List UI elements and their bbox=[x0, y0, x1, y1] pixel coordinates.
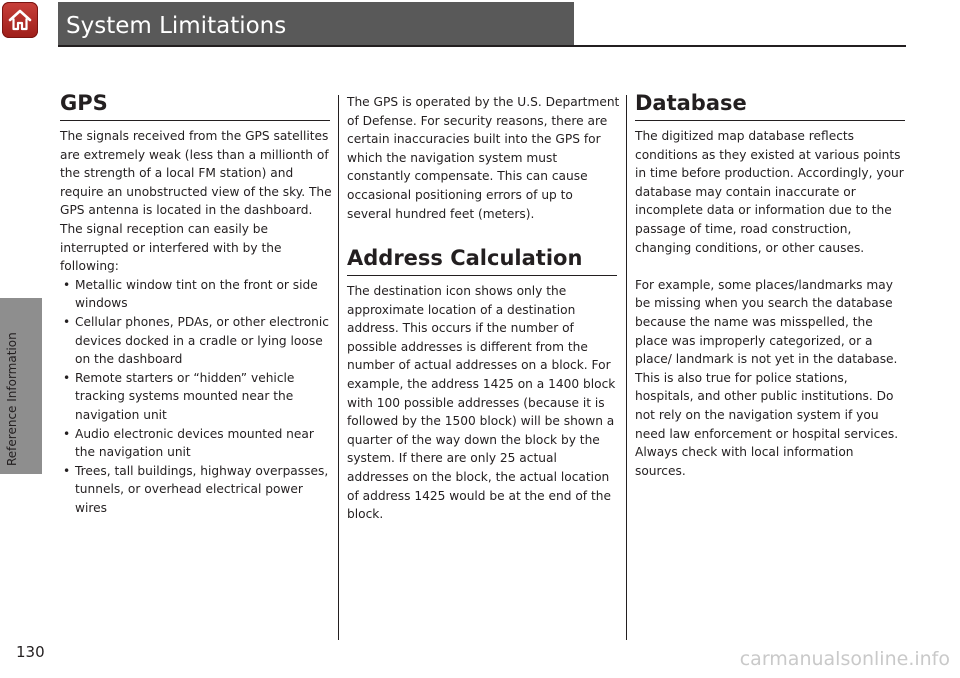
gps-continued: The GPS is operated by the U.S. Department of Defense. For security reasons, there are certain inaccuracies built into the GPS for which the navigation system must constantly compensate. This can cause occasional positioning errors of up to several hundred feet (meters). bbox=[347, 95, 620, 221]
gps-intro: The signals received from the GPS satellites are extremely weak (less than a millionth of the strength of a local FM station) and require an unobstructed view of the sky. The GPS antenna is located in the dashboard. The signal reception can easily be interrupted or interfered with by the following: bbox=[60, 129, 332, 274]
column-divider-1 bbox=[338, 95, 339, 640]
address-body: The destination icon shows only the approximate location of a destination address. This occurs if the number of possible addresses is different from the number of actual addresses on a block. For example, the address 1425 on a 1400 block with 100 possible addresses (because it is followed by the 1500 block) will be shown a quarter of the way down the block by the system. If there are only 25 actual addresses on the block, the actual location of address 1425 would be at the end of the block. bbox=[347, 284, 616, 522]
address-heading-rule bbox=[347, 275, 617, 276]
gps-heading-rule bbox=[60, 120, 330, 121]
gps-heading: GPS bbox=[60, 91, 108, 115]
database-para-1: The digitized map database reflects conditions as they existed at various points in time before production. Accordingly, your database may contain inaccurate or incomplete data or information due to the passage of time, road construction, changing conditions, or other causes. bbox=[635, 129, 904, 255]
paragraph-gap bbox=[635, 257, 907, 276]
gps-bullet-3: • Remote starters or “hidden” vehicle tracking systems mounted near the navigation unit bbox=[60, 369, 334, 425]
page-number: 130 bbox=[16, 643, 45, 661]
header-rule bbox=[58, 45, 906, 47]
home-icon bbox=[7, 7, 33, 33]
gps-bullet-list bbox=[60, 276, 334, 518]
gps-bullet-5: • Trees, tall buildings, highway overpasses, tunnels, or overhead electrical power wires bbox=[60, 462, 334, 518]
side-tab-label: Reference Information bbox=[5, 332, 19, 466]
gps-bullet-2: • Cellular phones, PDAs, or other electronic devices docked in a cradle or lying loose on the dashboard bbox=[60, 313, 334, 369]
gps-bullet-1: • Metallic window tint on the front or side windows bbox=[60, 276, 334, 313]
address-heading: Address Calculation bbox=[347, 246, 583, 270]
database-para-2: For example, some places/landmarks may be missing when you search the database because the name was misspelled, the place was improperly categorized, or a place/ landmark is not yet in the database. This is also true for police stations, hospitals, and other public institutions. Do not rely on the navigation system if you need law enforcement or hospital services. Always check with local information sources. bbox=[635, 277, 899, 478]
gps-body bbox=[60, 127, 334, 517]
column-divider-2 bbox=[626, 95, 627, 640]
database-heading: Database bbox=[635, 91, 747, 115]
gps-bullet-4: • Audio electronic devices mounted near the navigation unit bbox=[60, 425, 334, 462]
watermark: carmanualsonline.info bbox=[739, 648, 950, 670]
database-heading-rule bbox=[635, 120, 905, 121]
database-body bbox=[635, 127, 907, 480]
page-title: System Limitations bbox=[66, 13, 287, 39]
home-button[interactable] bbox=[2, 2, 38, 38]
